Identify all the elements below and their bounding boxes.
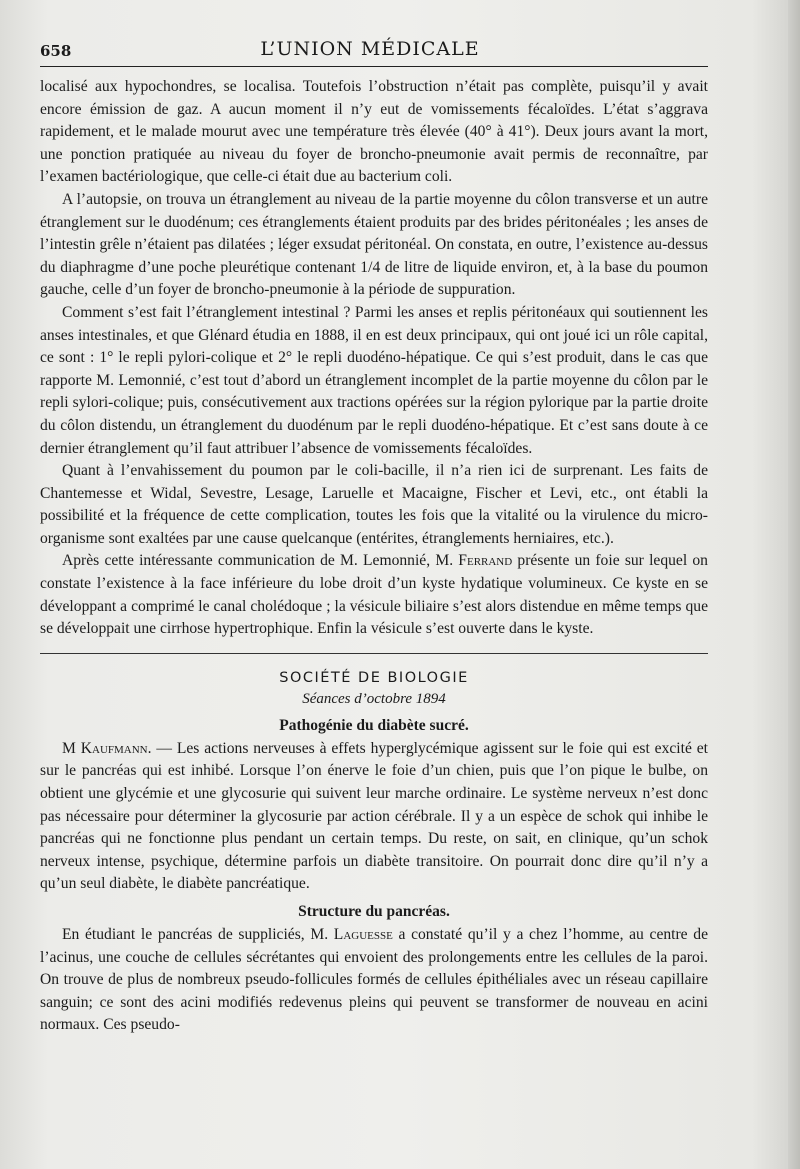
ferrand-after: présente un foie sur lequel on constate l’existence à la face inférieure du lobe droit d’un kyste hydatique volumineux. Ce kyste en se développant a comprimé le canal cholédoque ; la vésicule biliaire s’est alors distendue en même temps que se développait une cirrhose hypertrophique. Enfin la vésicule s’est ouverte dans le kyste.	[40, 552, 708, 638]
pancreas-author: Laguesse	[333, 926, 393, 943]
diabete-lead: M	[62, 739, 81, 757]
pancreas-after: a constaté qu’il y a chez l’homme, au centre de l’acinus, une couche de cellules sécrétantes qui envoient des prolongements entre les cellules de la paroi. On trouve de plus de nombreux pseudo-follicules formés de cellules épithéliales avec un réseau capillaire sanguin; ce sont des acini modifiés redevenus pleins qui peuvent se transformer de nouveau en acini normaux. Ces pseudo-	[40, 926, 708, 1034]
diabete-text: . — Les actions nerveuses à effets hyperglycémique agissent sur le foie qui est excité et sur le pancréas qui est inhibé. Lorsque l’on énerve le foie d’un chien, puis que l’on pique le bulbe, on obtient une glycémie et une glycosurie qui suivent leur marche ordinaire. Le système nerveux n’est donc pas nécessaire pour déterminer la glycosurie par action cérébrale. Il y a un espèce de schok qui inhibe le pancréas qui ne fonctionne plus pendant un certain temps. Du reste, on sait, en clinique, qu’un schok nerveux intense, psychique, détermine parfois un diabète transitoire. On pourrait donc dire qu’il n’y a qu’un seul diabète, le diabète pancréatique.	[40, 739, 708, 893]
page-header	[40, 36, 700, 64]
paragraph-colibacille: Quant à l’envahissement du poumon par le coli-bacille, il n’a rien ici de surprenant. Les faits de Chantemesse et Widal, Sevestre, Lesage, Laruelle et Macaigne, Fischer et Levi, etc., ont établi la possibilité et la fréquence de cette complication, toutes les fois que la vitalité ou la virulence du micro-organisme sont exaltées par une cause quelcanque (entérites, étranglements herniaires, etc.).	[40, 462, 708, 547]
page-edge-shadow	[788, 0, 800, 1169]
page-body	[40, 76, 708, 1037]
article-title-diabete: Pathogénie du diabète sucré.	[279, 716, 469, 734]
paragraph-autopsy: A l’autopsie, on trouva un étranglement au niveau de la partie moyenne du côlon transverse et un autre étranglement sur le duodénum; ces étranglements étaient produits par des brides péritonéales ; les anses de l’intestin grêle n’étaient pas dilatées ; léger exsudat péritonéal. On constata, en outre, l’existence au-dessus du diaphragme d’une poche pleurétique contenant 1/4 de litre de liquide environ, et, à la base du poumon gauche, celle d’un foyer de broncho-pneumonie à la période de suppuration.	[40, 190, 708, 299]
ferrand-name: Ferrand	[458, 552, 513, 570]
ferrand-before: Après cette intéressante communication de M. Lemonnié, M.	[62, 552, 459, 570]
paragraph-mechanism: Comment s’est fait l’étranglement intestinal ? Parmi les anses et replis péritonéaux qui soutiennent les anses intestinales, et que Glénard étudia en 1888, il en est deux principaux, qui ont joué ici un rôle capital, ce sont : 1° le repli pylori-colique et 2° le repli duodéno-hépatique. Ce qui s’est produit, dans le cas que rapporte M. Lemonnié, c’est tout d’abord un étranglement incomplet de la partie moyenne du côlon par le repli sylori-colique; puis, consécutivement aux tractions opérées sur la région pylorique par la partie droite du côlon distendu, un étranglement du duodénum par le repli duodéno-hépatique. Et c’est sans doute à ce dernier étranglement qu’il faut attribuer l’absence de vomissements fécaloïdes.	[40, 303, 708, 457]
section-divider	[40, 653, 708, 654]
pancreas-before: En étudiant le pancréas de suppliciés, M.	[62, 926, 334, 943]
page-number: 658	[40, 42, 72, 60]
paragraph-diabete	[40, 738, 708, 896]
paragraph-pancreas	[40, 924, 708, 1037]
header-rule	[40, 66, 708, 67]
section-title: SOCIÉTÉ DE BIOLOGIE	[279, 669, 469, 686]
running-title: L’UNION MÉDICALE	[260, 38, 480, 60]
paragraph-continuation: localisé aux hypochondres, se localisa. Toutefois l’obstruction n’était pas complète, puisqu’il y avait encore émission de gaz. A aucun moment il n’y eut de vomissements fécaloïdes. L’état s’aggrava rapidement, et le malade mourut avec une température très élevée (40° à 41°). Deux jours avant la mort, une ponction pratiquée au niveau du foyer de broncho-pneumonie avait permis de reconnaître, par l’examen bactériologique, que celle-ci était due au bacterium coli.	[40, 78, 708, 186]
paragraph-ferrand	[40, 550, 708, 640]
section-subtitle: Séances d’octobre 1894	[302, 690, 446, 707]
diabete-author: Kaufmann	[80, 739, 148, 757]
article-title-pancreas: Structure du pancréas.	[298, 903, 450, 920]
